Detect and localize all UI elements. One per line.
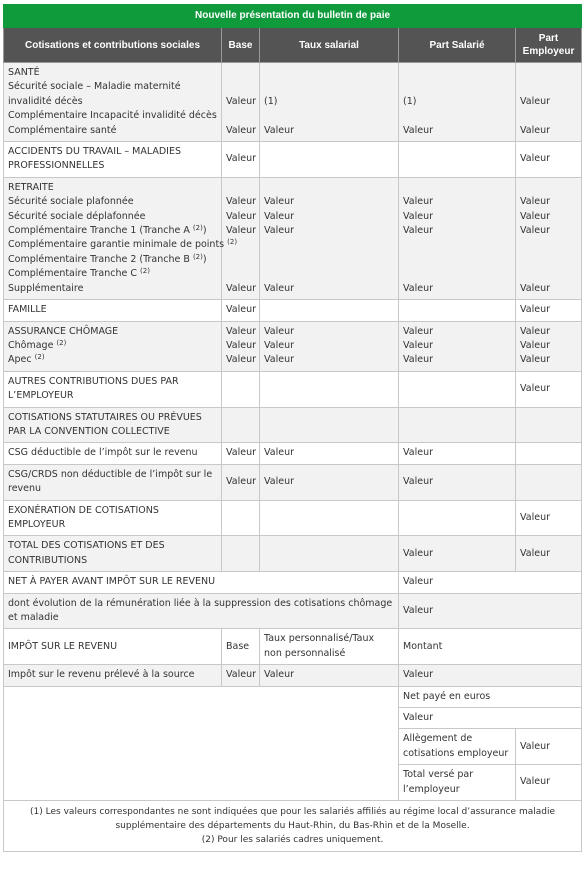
cell-total-part-employeur: Valeur (516, 536, 582, 572)
footnote-2: (2) Pour les salariés cadres uniquement. (201, 835, 384, 846)
cell-accidents-part-employeur: Valeur (516, 142, 582, 178)
value: Valeur (403, 124, 433, 136)
cell-accidents-label: ACCIDENTS DU TRAVAIL – MALADIES PROFESSIONNELLES (4, 142, 222, 178)
row-autres-contributions (4, 371, 582, 407)
cell-empty (260, 536, 399, 572)
cell-empty (399, 142, 516, 178)
cell-impot-base: Base (222, 629, 260, 665)
cell-chomage-taux: Valeur Valeur Valeur (260, 321, 399, 371)
value: Valeur (403, 282, 433, 294)
cell-total-label: TOTAL DES COTISATIONS ET DES CONTRIBUTIONS (4, 536, 222, 572)
cell-empty (260, 371, 399, 407)
cell-impot-taux: Taux personnalisé/Taux non personnalisé (260, 629, 399, 665)
cell-total-verse-label: Total versé par l’employeur (399, 765, 516, 801)
cell-net-avant-label: NET À PAYER AVANT IMPÔT SUR LE REVENU (4, 572, 399, 593)
cell-autres-label: AUTRES CONTRIBUTIONS DUES PAR L’EMPLOYEUR (4, 371, 222, 407)
section-title-retraite: RETRAITE (8, 181, 54, 193)
row-accidents (4, 142, 582, 178)
cell-blank-area (4, 686, 399, 800)
cell-total-part-salarie: Valeur (399, 536, 516, 572)
cell-allegement-label: Allègement de cotisations employeur (399, 729, 516, 765)
col-header-cotisations: Cotisations et contributions sociales (4, 28, 222, 63)
cell-empty (399, 407, 516, 443)
value: Valeur (226, 282, 256, 294)
value: Valeur (226, 124, 256, 136)
cell-net-avant-value: Valeur (399, 572, 582, 593)
col-header-taux: Taux salarial (260, 28, 399, 63)
cell-sante-label (4, 63, 222, 142)
line-compl-tranche-c: Complémentaire Tranche C $^{(2)}$ (8, 267, 150, 280)
line-secu-plafonnee: Sécurité sociale plafonnée (8, 196, 134, 208)
value: Valeur (226, 95, 256, 107)
cell-empty (260, 500, 399, 536)
cell-exoneration-part-employeur: Valeur (516, 500, 582, 536)
value: Valeur (403, 196, 433, 208)
cell-impot-src-base: Valeur (222, 665, 260, 686)
cell-autres-part-employeur: Valeur (516, 371, 582, 407)
value: Valeur (264, 210, 294, 222)
cell-chomage-label (4, 321, 222, 371)
value: Valeur (226, 196, 256, 208)
cell-csg-ded-taux: Valeur (260, 443, 399, 464)
row-total-cotisations (4, 536, 582, 572)
cell-empty (516, 443, 582, 464)
value: Valeur (403, 225, 433, 237)
cell-chomage-part-salarie: Valeur Valeur Valeur (399, 321, 516, 371)
cell-empty (399, 500, 516, 536)
value: (1) (264, 95, 278, 107)
table-title: Nouvelle présentation du bulletin de paie (4, 5, 582, 28)
cell-impot-src-value: Valeur (399, 665, 582, 686)
cell-empty (260, 142, 399, 178)
cell-famille-base: Valeur (222, 300, 260, 321)
value: Valeur (520, 282, 550, 294)
col-header-base: Base (222, 28, 260, 63)
cell-total-verse-value: Valeur (516, 765, 582, 801)
payslip-frame (3, 4, 581, 852)
cell-empty (399, 300, 516, 321)
cell-evolution-label: dont évolution de la rémunération liée à la suppression des cotisations chômage et maladie (4, 593, 399, 629)
cell-sante-part-employeur (516, 63, 582, 142)
cell-empty (222, 500, 260, 536)
payslip-table (3, 4, 582, 852)
cell-csg-non-label: CSG/CRDS non déductible de l’impôt sur le revenu (4, 464, 222, 500)
value: (1) (403, 95, 417, 107)
footnotes (4, 801, 582, 852)
line-compl-tranche-1: Complémentaire Tranche 1 (Tranche A $^{(2)}$) (8, 224, 207, 237)
cell-evolution-value: Valeur (399, 593, 582, 629)
row-chomage (4, 321, 582, 371)
cell-impot-montant: Montant (399, 629, 582, 665)
col-header-part-employeur: Part Employeur (516, 28, 582, 63)
section-title-sante: SANTÉ (8, 67, 40, 78)
cell-net-paye-value: Valeur (399, 708, 582, 729)
cell-sante-base (222, 63, 260, 142)
value: Valeur (520, 225, 550, 237)
value: Valeur (264, 196, 294, 208)
cell-retraite-part-employeur (516, 177, 582, 299)
value: Valeur (520, 196, 550, 208)
value: Valeur (226, 225, 256, 237)
row-footnotes (4, 801, 582, 852)
row-net-paye-label (4, 686, 582, 707)
cell-retraite-label (4, 177, 238, 299)
row-famille (4, 300, 582, 321)
cell-empty (222, 407, 260, 443)
row-net-avant-impot (4, 572, 582, 593)
line-secu-maladie: Sécurité sociale – Maladie maternité invalidité décès (8, 81, 181, 107)
row-csg-deductible (4, 443, 582, 464)
row-exoneration (4, 500, 582, 536)
cell-csg-non-base: Valeur (222, 464, 260, 500)
line-apec: Apec $^{(2)}$ (8, 353, 45, 366)
line-supplementaire: Supplémentaire (8, 282, 84, 294)
cell-exoneration-label: EXONÉRATION DE COTISATIONS EMPLOYEUR (4, 500, 222, 536)
header-row (4, 28, 582, 63)
title-row (4, 5, 582, 28)
row-sante (4, 63, 582, 142)
cell-retraite-taux (260, 177, 399, 299)
value: Valeur (264, 124, 294, 136)
value: Valeur (520, 124, 550, 136)
line-compl-incapacite: Complémentaire Incapacité invalidité décès (8, 110, 217, 122)
cell-empty (260, 407, 399, 443)
cell-accidents-base: Valeur (222, 142, 260, 178)
cell-sante-taux (260, 63, 399, 142)
cell-csg-ded-part-salarie: Valeur (399, 443, 516, 464)
cell-empty (222, 536, 260, 572)
cell-empty (260, 300, 399, 321)
value: Valeur (264, 225, 294, 237)
cell-sante-part-salarie (399, 63, 516, 142)
line-compl-garantie: Complémentaire garantie minimale de points $^{(2)}$ (8, 238, 238, 251)
row-csg-non-deductible (4, 464, 582, 500)
cell-csg-ded-base: Valeur (222, 443, 260, 464)
cell-retraite-part-salarie (399, 177, 516, 299)
cell-net-paye-label: Net payé en euros (399, 686, 582, 707)
row-impot-source (4, 665, 582, 686)
line-compl-tranche-2: Complémentaire Tranche 2 (Tranche B $^{(2)}$) (8, 252, 207, 265)
col-header-part-salarie: Part Salarié (399, 28, 516, 63)
cell-allegement-value: Valeur (516, 729, 582, 765)
row-evolution-remuneration (4, 593, 582, 629)
cell-csg-non-taux: Valeur (260, 464, 399, 500)
cell-empty (222, 371, 260, 407)
cell-chomage-base: Valeur Valeur Valeur (222, 321, 260, 371)
value: Valeur (520, 210, 550, 222)
value: Valeur (264, 282, 294, 294)
line-secu-deplafonnee: Sécurité sociale déplafonnée (8, 210, 146, 222)
cell-impot-src-label: Impôt sur le revenu prélevé à la source (4, 665, 222, 686)
line-compl-sante: Complémentaire santé (8, 124, 117, 136)
value: Valeur (403, 210, 433, 222)
row-statutaires (4, 407, 582, 443)
cell-csg-ded-label: CSG déductible de l’impôt sur le revenu (4, 443, 222, 464)
cell-impot-src-taux: Valeur (260, 665, 399, 686)
value: Valeur (226, 210, 256, 222)
cell-famille-part-employeur: Valeur (516, 300, 582, 321)
cell-empty (516, 407, 582, 443)
footnote-1: (1) Les valeurs correspondantes ne sont indiquées que pour les salariés affiliés au régime local d’assurance maladie supplémentaire des départements du Haut-Rhin, du Bas-Rhin et de la Moselle. (30, 807, 555, 832)
row-impot-revenu (4, 629, 582, 665)
cell-csg-non-part-salarie: Valeur (399, 464, 516, 500)
cell-statutaires-label: COTISATIONS STATUTAIRES OU PRÉVUES PAR LA CONVENTION COLLECTIVE (4, 407, 222, 443)
cell-empty (399, 371, 516, 407)
cell-chomage-part-employeur: Valeur Valeur Valeur (516, 321, 582, 371)
cell-empty (516, 464, 582, 500)
value: Valeur (520, 95, 550, 107)
cell-famille-label: FAMILLE (4, 300, 222, 321)
cell-impot-label: IMPÔT SUR LE REVENU (4, 629, 222, 665)
row-retraite (4, 177, 582, 299)
section-title-chomage: ASSURANCE CHÔMAGE (8, 325, 119, 337)
line-chomage: Chômage $^{(2)}$ (8, 338, 67, 351)
